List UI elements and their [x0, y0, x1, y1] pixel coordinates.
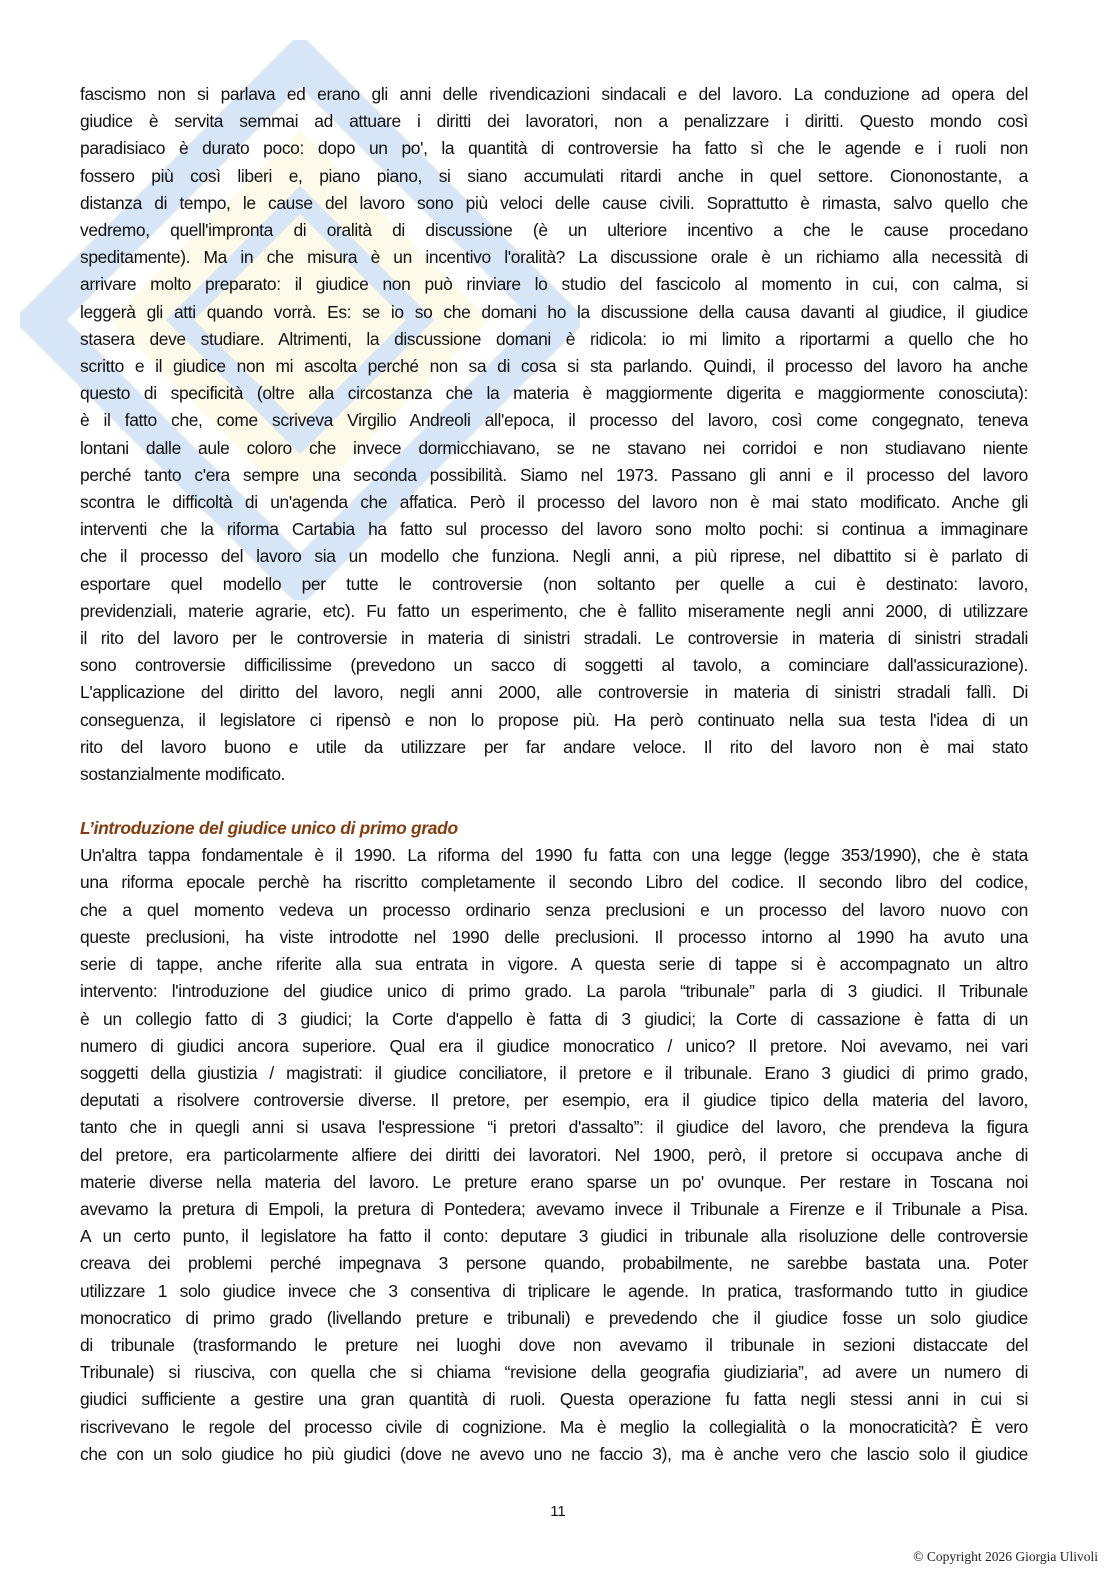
text-line: lontani dalle aule coloro che invece dormicchiavano, se ne stavano nei corridoi e non studiavano niente — [80, 437, 1028, 458]
text-line: sono controversie difficilissime (prevedono un sacco di soggetti al tavolo, a cominciare dall'assicurazione). — [80, 655, 1028, 676]
text-line: che a quel momento vedeva un processo ordinario senza preclusioni e un processo del lavoro nuovo con — [80, 899, 1028, 920]
text-line: vedremo, quell'impronta di oralità di discussione (è un ulteriore incentivo a che le cause procedano — [80, 220, 1028, 241]
text-line: il rito del lavoro per le controversie in materia di sinistri stradali. Le controversie in materia di sinistri stradali — [80, 628, 1028, 649]
text-line: deputati a risolvere controversie diverse. Il pretore, per esempio, era il giudice tipico della materia del lavoro, — [80, 1090, 1028, 1111]
text-line: fossero più così liberi e, piano piano, si siano accumulati ritardi anche in quel settore. Ciononostante, a — [80, 165, 1028, 186]
text-line: rito del lavoro buono e utile da utilizzare per far andare veloce. Il rito del lavoro non è mai stato — [80, 736, 1028, 757]
text-line: creava dei problemi perché impegnava 3 persone quando, probabilmente, ne sarebbe bastata una. Poter — [80, 1253, 1028, 1274]
text-line: tanto che in quegli anni si usava l'espressione “i pretori d'assalto”: il giudice del lavoro, che prendeva la figura — [80, 1117, 1028, 1138]
text-line: queste preclusioni, ha viste introdotte nel 1990 delle preclusioni. Il processo intorno al 1990 ha avuto una — [80, 926, 1028, 947]
text-line: sostanzialmente modificato. — [80, 764, 286, 785]
text-line: intervento: l'introduzione del giudice unico di primo grado. La parola “tribunale” parla di 3 giudici. Il Tribunale — [80, 981, 1028, 1002]
text-line: utilizzare 1 solo giudice invece che 3 consentiva di triplicare le agende. In pratica, trasformando tutto in giudice — [80, 1280, 1028, 1301]
paragraph-2 — [80, 842, 1028, 1468]
page-number: 11 — [550, 1503, 566, 1520]
text-line: Un'altra tappa fondamentale è il 1990. La riforma del 1990 fu fatta con una legge (legge 353/1990), che è stata — [80, 845, 1028, 866]
text-line: previdenziali, materie agrarie, etc). Fu fatto un esperimento, che è fallito miseramente negli anni 2000, di utilizzare — [80, 600, 1028, 621]
text-line: avevamo la pretura di Empoli, la pretura di Pontedera; avevamo invece il Tribunale a Firenze e il Tribunale a Pisa. — [80, 1198, 1028, 1219]
copyright-notice: © Copyright 2026 Giorgia Ulivoli — [913, 1549, 1098, 1564]
text-line: esportare quel modello per tutte le controversie (non soltanto per quelle a cui è destinato: lavoro, — [80, 573, 1028, 594]
text-line: del pretore, era particolarmente alfiere dei diritti dei lavoratori. Nel 1900, però, il pretore si occupava anche di — [80, 1144, 1028, 1165]
section-heading: L’introduzione del giudice unico di primo grado — [80, 818, 458, 839]
text-line: giudice è servita semmai ad attuare i diritti dei lavoratori, non a penalizzare i diritti. Questo mondo così — [80, 111, 1028, 132]
paragraph-1 — [80, 81, 1028, 788]
document-body — [80, 81, 1028, 1468]
text-line: soggetti della giustizia / magistrati: il giudice conciliatore, il pretore e il tribunale. Erano 3 giudici di primo grado, — [80, 1062, 1028, 1083]
text-line: una riforma epocale perchè ha riscritto completamente il secondo Libro del codice. Il secondo libro del codice, — [80, 872, 1028, 893]
text-line: numero di giudici ancora superiore. Qual era il giudice monocratico / unico? Il pretore. Noi avevamo, nei vari — [80, 1035, 1028, 1056]
text-line: paradisiaco è durato poco: dopo un po', la quantità di controversie ha fatto sì che le agende e i ruoli non — [80, 138, 1028, 159]
text-line: Tribunale) si riusciva, con quella che si chiama “revisione della geografia giudiziaria”, ad avere un numero di — [80, 1362, 1028, 1383]
text-line: materie diverse nella materia del lavoro. Le preture erano sparse un po' ovunque. Per restare in Toscana noi — [80, 1171, 1028, 1192]
text-line: questo di specificità (oltre alla circostanza che la materia è maggiormente digerita e maggiormente conosciuta): — [80, 383, 1028, 404]
text-line: speditamente). Ma in che misura è un incentivo l'oralità? La discussione orale è un richiamo alla necessità di — [80, 247, 1028, 268]
text-line: conseguenza, il legislatore ci ripensò e non lo propose più. Ha però continuato nella sua testa l'idea di un — [80, 709, 1028, 730]
text-line: stasera deve studiare. Altrimenti, la discussione domani è ridicola: io mi limito a riportarmi a quello che ho — [80, 328, 1028, 349]
text-line: interventi che la riforma Cartabia ha fatto sul processo del lavoro sono molto pochi: si continua a immaginare — [80, 519, 1028, 540]
text-line: è il fatto che, come scriveva Virgilio Andreoli all'epoca, il processo del lavoro, così come congegnato, teneva — [80, 410, 1028, 431]
text-line: che con un solo giudice ho più giudici (dove ne avevo uno ne faccio 3), ma è anche vero che lascio solo il giudice — [80, 1443, 1028, 1464]
text-line: è un collegio fatto di 3 giudici; la Corte d'appello è fatta di 3 giudici; la Corte di cassazione è fatta di un — [80, 1008, 1028, 1029]
paragraph-spacer — [80, 788, 1028, 815]
text-line: riscrivevano le regole del processo civile di cognizione. Ma è meglio la collegialità o la monocraticità? È vero — [80, 1416, 1028, 1437]
text-line: perché tanto c'era sempre una seconda possibilità. Siamo nel 1973. Passano gli anni e il processo del lavoro — [80, 464, 1028, 485]
text-line: L'applicazione del diritto del lavoro, negli anni 2000, alle controversie in materia di sinistri stradali fallì. Di — [80, 682, 1028, 703]
text-line: che il processo del lavoro sia un modello che funziona. Negli anni, a più riprese, nel dibattito si è parlato di — [80, 546, 1028, 567]
text-line: fascismo non si parlava ed erano gli anni delle rivendicazioni sindacali e del lavoro. La conduzione ad opera del — [80, 84, 1028, 104]
text-line: scritto e il giudice non mi ascolta perché non sa di cosa si sta parlando. Quindi, il processo del lavoro ha anche — [80, 356, 1028, 377]
text-line: A un certo punto, il legislatore ha fatto il conto: deputare 3 giudici in tribunale alla risoluzione delle controversie — [80, 1226, 1028, 1247]
text-line: giudici sufficiente a gestire una gran quantità di ruoli. Questa operazione fu fatta negli stessi anni in cui si — [80, 1389, 1028, 1410]
text-line: distanza di tempo, le cause del lavoro sono più veloci delle cause civili. Soprattutto è rimasta, salvo quello che — [80, 192, 1028, 213]
text-line: leggerà gli atti quando vorrà. Es: se io so che domani ho la discussione della causa davanti al giudice, il giudice — [80, 301, 1028, 322]
text-line: monocratico di primo grado (livellando preture e tribunali) e prevedendo che il giudice fosse un solo giudice — [80, 1307, 1028, 1328]
text-line: arrivare molto preparato: il giudice non può rinviare lo studio del fascicolo al momento in cui, con calma, si — [80, 274, 1028, 295]
text-line: di tribunale (trasformando le preture nei luoghi dove non avevamo il tribunale in sezioni distaccate del — [80, 1334, 1028, 1355]
text-line: serie di tappe, anche riferite alla sua entrata in vigore. A questa serie di tappe si è accompagnato un altro — [80, 954, 1028, 975]
text-line: scontra le difficoltà di un'agenda che affatica. Però il processo del lavoro non è mai stato modificato. Anche gli — [80, 492, 1028, 513]
